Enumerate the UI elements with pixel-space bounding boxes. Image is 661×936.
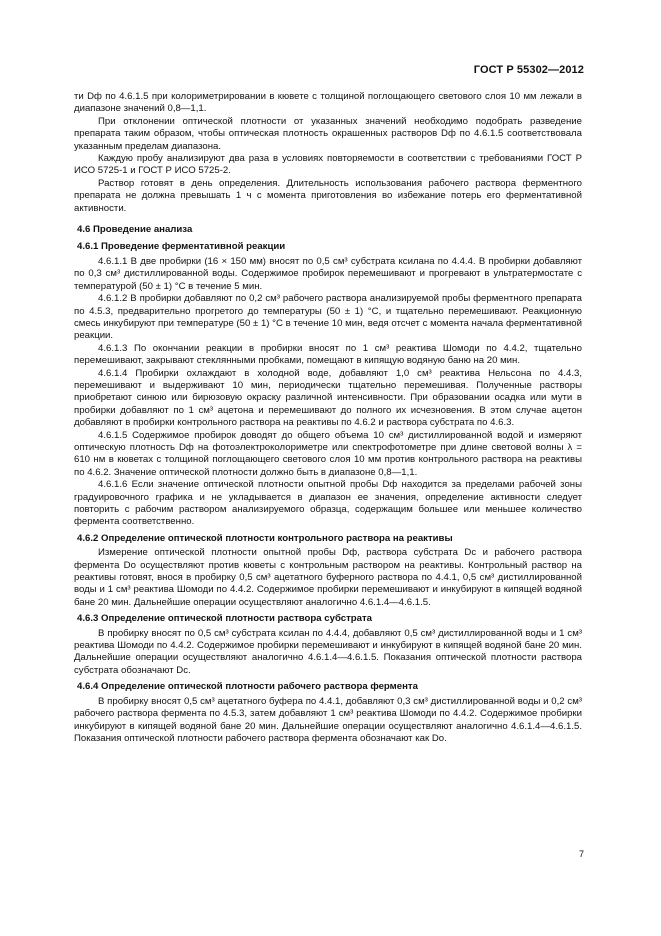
paragraph: При отклонении оптической плотности от указанных значений необходимо подобрать разведение препарата таким образом, чтобы оптическая плотность окрашенных растворов Dф по 4.6.1.5 соответствовала указанным пределам диапазона. [74,115,582,152]
paragraph: 4.6.1.2 В пробирки добавляют по 0,2 см³ рабочего раствора анализируемой пробы ферментного препарата по 4.5.3, предварительно прогретого до температуры (50 ± 1) °С, и тщательно перемешивают. Реакционную смесь инкубируют при температуре (50 ± 1) °С в течение 10 мин, ведя отсчет с момента начала ферментативной реакции. [74,293,582,342]
paragraph: 4.6.1.1 В две пробирки (16 × 150 мм) вносят по 0,5 см³ субстрата ксилана по 4.4.4. В пробирки добавляют по 0,3 см³ дистиллированной воды. Содержимое пробирок перемешивают и прогревают в ультратермостате с температурой (50 ± 1) °С в течение 5 мин. [74,255,582,292]
paragraph: Измерение оптической плотности опытной пробы Dф, раствора субстрата Dс и рабочего раствора фермента Dо осуществляют против кюветы с контрольным раствором на реактивы. Контрольный раствор на реактивы готовят, внося в пробирку 0,5 см³ ацетатного буферного раствора по 4.4.1, 0,5 см³ дистиллированной воды и 1 см³ реактива Шомоди по 4.4.2. Содержимое пробирки перемешивают и инкубируют в кипящей водяной бане 20 мин. Дальнейшие операции осуществляют аналогично 4.6.1.4—4.6.1.5. [74,547,582,608]
document-body [74,91,582,745]
paragraph: 4.6.1.5 Содержимое пробирок доводят до общего объема 10 см³ дистиллированной водой и измеряют оптическую плотность Dф на фотоэлектроколориметре или спектрофотометре при длине световой волны λ = 610 нм в кюветах с толщиной поглощающего светового слоя 10 мм против контрольного раствора на реактивы по 4.6.2. Значение оптической плотности должно быть в диапазоне 0,8—1,1. [74,429,582,478]
paragraph: 4.6.1.4 Пробирки охлаждают в холодной воде, добавляют 1,0 см³ реактива Нельсона по 4.4.3, перемешивают и выдерживают 10 мин, периодически тщательно перемешивая. Полученные растворы приобретают синюю или бирюзовую окраску различной интенсивности. При образовании осадка или мути в пробирки добавляют по 1 см³ ацетона и перемешивают до полного их исчезновения. В этом случае ацетон добавляют в пробирки контрольного раствора на реактивы по 4.6.2 и раствора субстрата по 4.6.3. [74,367,582,429]
paragraph: 4.6.1.6 Если значение оптической плотности опытной пробы Dф находится за пределами рабочей зоны градуировочного графика и не укладывается в диапазон ее значения, определение активности следует повторить с рабочим раствором анализируемого образца, содержащим большее или меньшее количество фермента соответственно. [74,479,582,528]
page-number: 7 [578,849,584,859]
subsection-heading: 4.6.4 Определение оптической плотности рабочего раствора фермента [77,681,418,693]
paragraph: В пробирку вносят по 0,5 см³ субстрата ксилан по 4.4.4, добавляют 0,5 см³ дистиллированной воды и 1 см³ реактива Шомоди по 4.4.2. Содержимое пробирки перемешивают и инкубируют в кипящей водяной бане 20 мин. Дальнейшие операции осуществляют аналогично 4.6.1.4—4.6.1.5. Показания оптической плотности раствора субстрата обозначают Dс. [74,627,582,676]
paragraph: ти Dф по 4.6.1.5 при колориметрировании в кювете с толщиной поглощающего светового слоя 10 мм лежали в диапазоне значений 0,8—1,1. [74,91,582,115]
subsection-heading: 4.6.3 Определение оптической плотности раствора субстрата [77,613,373,625]
document-header: ГОСТ Р 55302—2012 [473,64,584,76]
subsection-heading: 4.6.2 Определение оптической плотности контрольного раствора на реактивы [77,532,453,544]
paragraph: В пробирку вносят 0,5 см³ ацетатного буфера по 4.4.1, добавляют 0,3 см³ дистиллированной воды и 0,2 см³ рабочего раствора фермента по 4.5.3, затем добавляют 1 см³ реактива Шомоди по 4.4.2. Содержимое пробирки инкубируют в кипящей водяной бане 20 мин. Дальнейшие операции осуществляют аналогично 4.6.1.4—4.6.1.5. Показания оптической плотности рабочего раствора фермента обозначают как Dо. [74,695,582,744]
section-heading: 4.6 Проведение анализа [77,224,193,236]
paragraph: Каждую пробу анализируют два раза в условиях повторяемости в соответствии с требованиями ГОСТ Р ИСО 5725-1 и ГОСТ Р ИСО 5725-2. [74,153,582,177]
paragraph: Раствор готовят в день определения. Длительность использования рабочего раствора ферментного препарата не должна превышать 1 ч с момента приготовления во избежание потерь его ферментативной активности. [74,177,582,214]
subsection-heading: 4.6.1 Проведение ферментативной реакции [77,241,286,253]
paragraph: 4.6.1.3 По окончании реакции в пробирки вносят по 1 см³ реактива Шомоди по 4.4.2, тщательно перемешивают, закрывают стеклянными пробками, помещают в кипящую водяную баню на 20 мин. [74,342,582,367]
